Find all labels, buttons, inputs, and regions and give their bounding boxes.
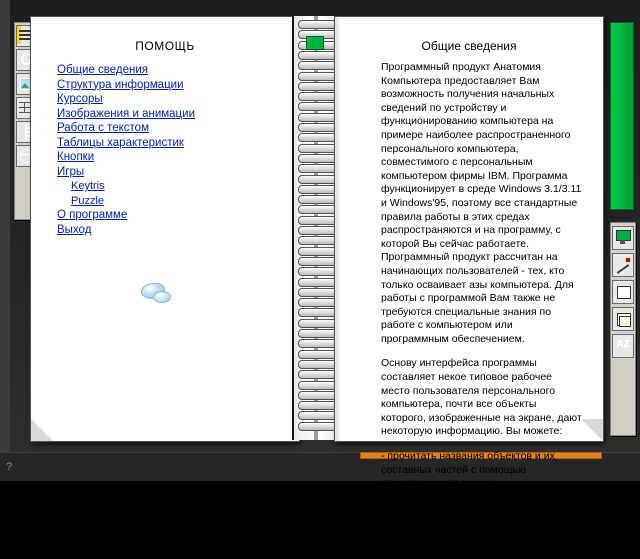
toc-link-exit[interactable]: Выход (57, 223, 92, 236)
toc-link-keytris[interactable]: Keytris (71, 180, 105, 192)
toc-link-images[interactable]: Изображения и анимации (57, 107, 195, 120)
toc-link-puzzle[interactable]: Puzzle (71, 194, 105, 207)
right-page-edge (335, 17, 341, 441)
article-bullet-list (381, 450, 583, 559)
red-book-icon[interactable] (612, 307, 634, 331)
right-green-panel (610, 22, 634, 210)
toc-link-text[interactable]: Работа с текстом (57, 122, 149, 134)
az-icon[interactable]: AZ (612, 334, 634, 358)
toc-link-structure[interactable]: Структура информации (57, 78, 184, 91)
toc-link-games[interactable]: Игры (57, 165, 85, 178)
right-page-title: Общие сведения (421, 39, 517, 53)
article-bullet-1: - прочитать названия объектов и их составных частей с помощью оперативных подсказок (381, 450, 555, 490)
right-toolbar[interactable] (610, 222, 636, 436)
left-page-corner[interactable] (31, 419, 53, 441)
toc-link-general[interactable]: Общие сведения (57, 64, 148, 76)
status-text: ? (6, 461, 13, 473)
pencil-icon[interactable] (612, 253, 634, 277)
right-page (334, 16, 604, 558)
article-paragraph-2: Основу интерфейса программы составляет некое типовое рабочее место пользователя персонального компьютера, почти все объекты которого, изображенные на экране, дают некоторую информацию. Вы можете: (381, 357, 582, 438)
desk-left-edge (0, 0, 13, 480)
orange-book-icon[interactable] (612, 280, 634, 304)
right-page-corner[interactable] (581, 419, 603, 441)
toc-link-about[interactable]: О программе (57, 209, 128, 221)
left-page (30, 16, 300, 442)
article-body (381, 61, 583, 559)
article-paragraph-1: Программный продукт Анатомия Компьютера предоставляет Вам возможность получения начальных сведений по устройству и функционированию компьютера на примере наиболее распространенного персонального компьютера, совместимого с персональным компьютером фирмы IBM. Программа функционирует в среде Windows 3.1/3.11 и Windows'95, поэтому все стандартные правила работы в этих средах распространяются и на программу, с которой Вы сейчас работаете. Программный продукт расcчитан на начинающих пользователей - тех, кто только осваивает азы компьютера. Для работы с программой Вам также не требуются специальные знания по работе с компьютером или программным обеспечением. (381, 61, 582, 345)
toc-link-cursors[interactable]: Курсоры (57, 93, 103, 105)
green-bookmark-tab[interactable] (306, 36, 324, 50)
toc-link-tables[interactable]: Таблицы характеристик (57, 136, 184, 149)
article-bullet-2: - выбрать интересующий Вас объект и рассмотреть его устройство, функционирование, посмотреть диктроские пояснения, прочитать имеющуюся текстовую информацию (381, 490, 570, 558)
water-drop-icon (137, 279, 171, 303)
toc-link-buttons[interactable]: Кнопки (57, 151, 95, 163)
open-book (30, 16, 602, 558)
monitor-icon[interactable] (612, 226, 634, 250)
left-page-title: ПОМОЩЬ (135, 39, 195, 53)
table-of-contents[interactable] (57, 63, 277, 237)
